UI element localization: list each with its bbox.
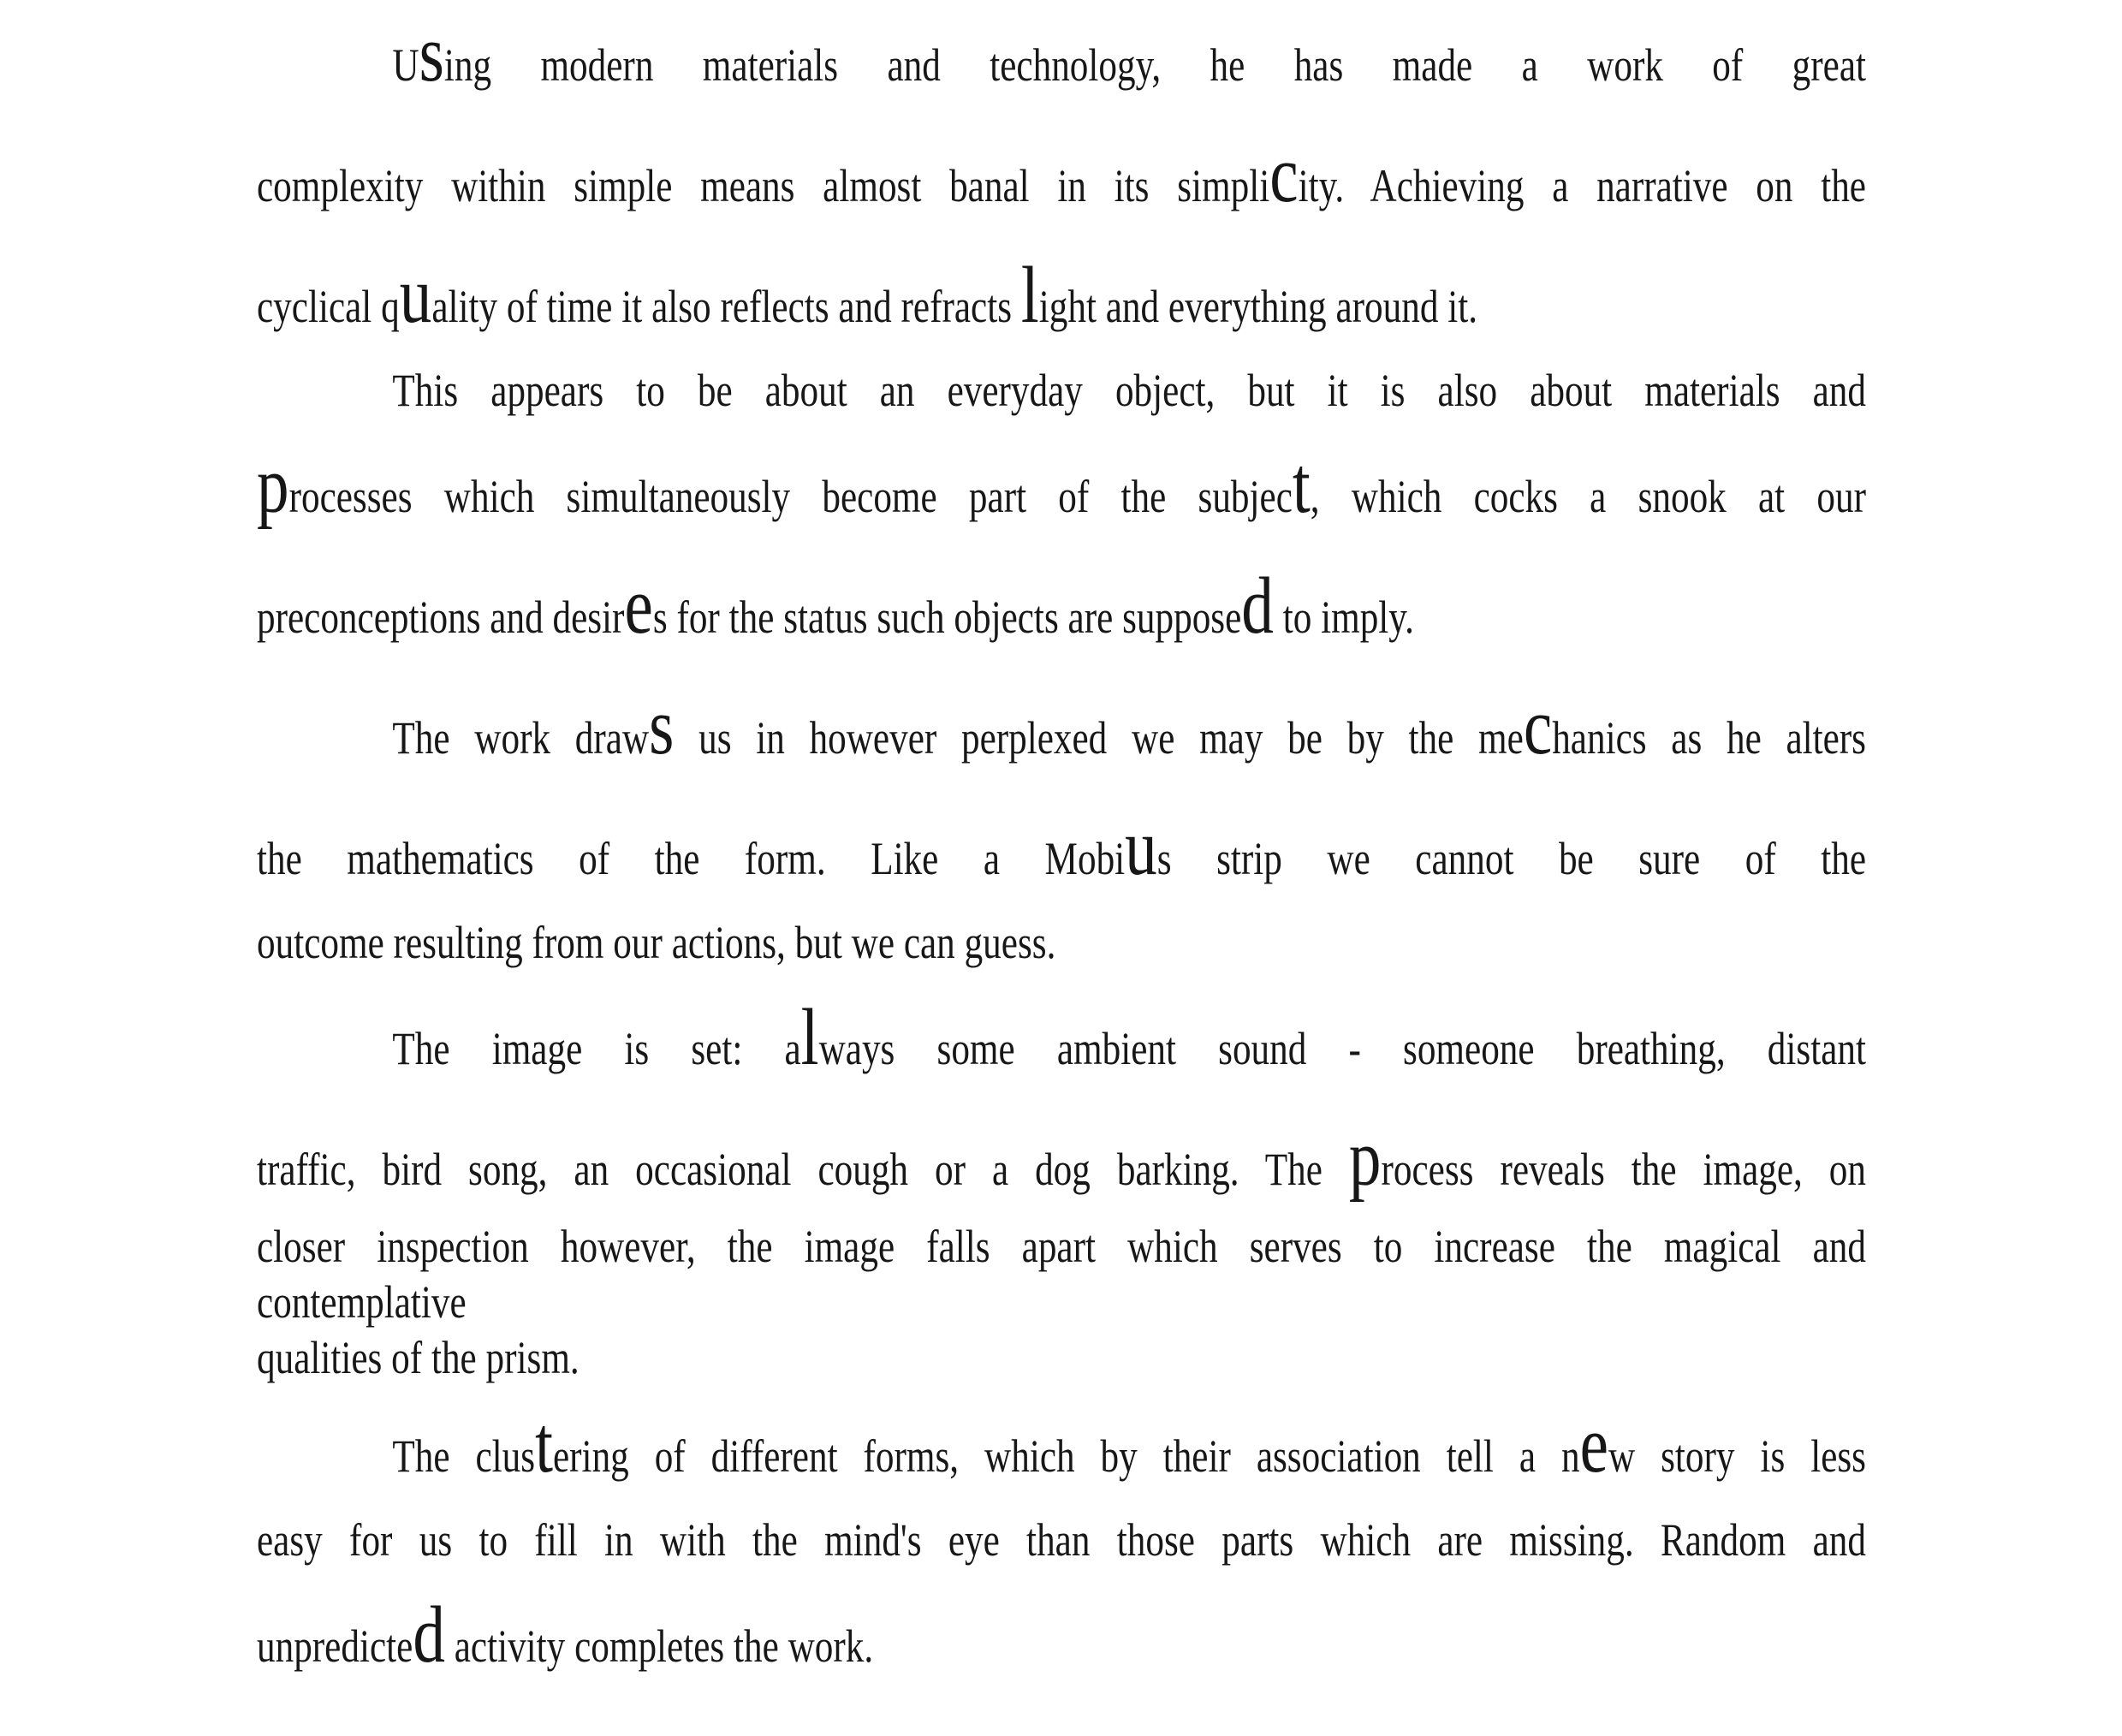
text-run: activity completes the work. xyxy=(444,1620,874,1673)
enlarged-letter: s xyxy=(649,682,675,771)
text-run: preconceptions and desir xyxy=(257,592,625,643)
text-run: traffic, bird song, an occasional cough or a dog barking. The xyxy=(257,1144,1349,1195)
text-line xyxy=(257,115,1866,235)
text-run: , which cocks a snook at our xyxy=(1310,471,1866,522)
enlarged-letter: u xyxy=(399,251,432,340)
text-run: complexity within simple means almost banal in its simpli xyxy=(257,160,1270,211)
paragraph xyxy=(257,0,1866,356)
text-run: ality of time it also reflects and refracts xyxy=(431,281,1021,332)
text-run: the mathematics of the form. Like a Mobi xyxy=(257,833,1126,884)
text-line xyxy=(257,356,1866,425)
enlarged-letter: t xyxy=(535,1400,553,1490)
text-line xyxy=(257,425,1866,546)
text-line xyxy=(257,1385,1866,1506)
text-run: This appears to be about an everyday object, but it is also about materials and xyxy=(392,365,1866,416)
text-line xyxy=(257,1275,1866,1330)
text-run: hanics as he alters xyxy=(1552,712,1866,764)
text-run: rocess reveals the image, on xyxy=(1381,1144,1866,1195)
enlarged-letter: e xyxy=(1579,1400,1608,1490)
text-line xyxy=(257,667,1866,788)
text-run: s strip we cannot be sure of the xyxy=(1156,833,1867,884)
enlarged-letter: c xyxy=(1269,130,1299,219)
text-run: easy for us to fill in with the mind's eye than those parts which are missing. Random and xyxy=(257,1514,1866,1567)
text-line xyxy=(257,235,1866,356)
paragraph xyxy=(257,978,1866,1385)
text-line xyxy=(257,1330,1866,1386)
text-run: closer inspection however, the image falls apart which serves to increase the magical and xyxy=(257,1221,1866,1272)
enlarged-letter: u xyxy=(1125,803,1157,892)
text-run: ight and everything around it. xyxy=(1038,281,1478,332)
text-block xyxy=(257,0,1866,1696)
paragraph xyxy=(257,667,1866,978)
text-run: to imply. xyxy=(1273,592,1414,643)
text-run: ering of different forms, which by their association tell a n xyxy=(553,1430,1580,1483)
text-run: qualities of the prism. xyxy=(257,1331,580,1383)
text-run: contemplative xyxy=(257,1275,467,1328)
text-run: ways some ambient sound - someone breathing, distant xyxy=(818,1023,1867,1074)
text-line xyxy=(257,1219,1866,1275)
text-run: U xyxy=(392,39,419,91)
text-run: unpredicte xyxy=(257,1620,413,1673)
enlarged-letter: l xyxy=(1020,251,1039,340)
text-line xyxy=(257,1506,1866,1575)
text-run: ity. Achieving a narrative on the xyxy=(1298,160,1866,211)
text-line xyxy=(257,1575,1866,1696)
text-line xyxy=(257,0,1866,115)
text-run: s for the status such objects are suppose xyxy=(652,592,1242,643)
text-line xyxy=(257,546,1866,667)
text-run: The work draw xyxy=(392,712,650,764)
text-run: cyclical q xyxy=(257,281,400,332)
text-line xyxy=(257,978,1866,1098)
enlarged-letter: s xyxy=(419,9,444,98)
text-run: ing modern materials and technology, he has made a work of great xyxy=(443,39,1866,91)
enlarged-letter: c xyxy=(1523,682,1553,771)
text-line xyxy=(257,1098,1866,1219)
text-run: w story is less xyxy=(1608,1430,1866,1483)
enlarged-letter: e xyxy=(624,562,653,651)
enlarged-letter: p xyxy=(1348,1114,1382,1203)
text-line xyxy=(257,788,1866,908)
enlarged-letter: d xyxy=(1241,562,1274,651)
enlarged-letter: t xyxy=(1292,441,1311,530)
text-run: rocesses which simultaneously become part of the subjec xyxy=(288,471,1293,522)
text-run: The image is set: a xyxy=(392,1023,801,1074)
paragraph xyxy=(257,356,1866,667)
enlarged-letter: l xyxy=(800,993,819,1082)
enlarged-letter: d xyxy=(413,1590,445,1680)
text-run: outcome resulting from our actions, but we can guess. xyxy=(257,917,1056,968)
text-run: The clus xyxy=(392,1430,536,1483)
enlarged-letter: p xyxy=(257,441,289,530)
text-line xyxy=(257,908,1866,978)
paragraph xyxy=(257,1385,1866,1696)
text-run: us in however perplexed we may be by the me xyxy=(674,712,1524,764)
